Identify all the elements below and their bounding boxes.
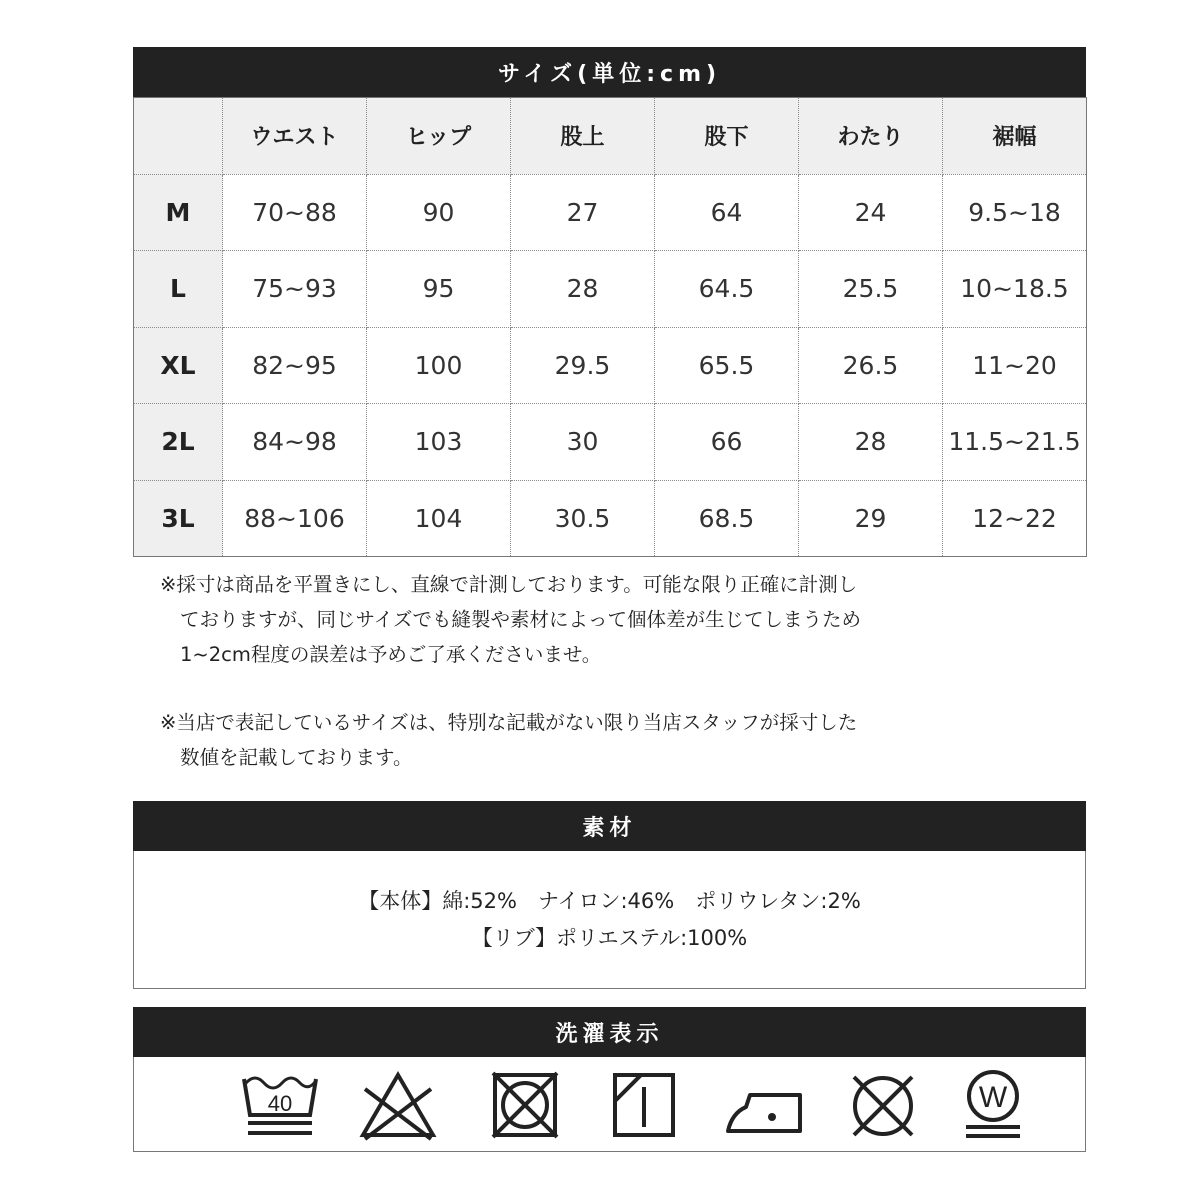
care-icons-box xyxy=(133,1057,1086,1152)
table-cell: 30 xyxy=(511,404,655,481)
table-cell: 10~18.5 xyxy=(943,251,1087,328)
row-header: M xyxy=(134,174,223,251)
table-cell: 30.5 xyxy=(511,480,655,557)
table-row xyxy=(134,404,1087,481)
column-header: わたり xyxy=(799,98,943,175)
column-header: ヒップ xyxy=(367,98,511,175)
size-table xyxy=(133,97,1087,557)
table-cell: 104 xyxy=(367,480,511,557)
table-row xyxy=(134,174,1087,251)
iron-low-icon xyxy=(724,1069,804,1141)
table-cell: 64 xyxy=(655,174,799,251)
table-cell: 27 xyxy=(511,174,655,251)
table-cell: 95 xyxy=(367,251,511,328)
table-cell: 24 xyxy=(799,174,943,251)
table-cell: 64.5 xyxy=(655,251,799,328)
corner-cell xyxy=(134,98,223,175)
wet-clean-gentle-icon xyxy=(962,1069,1024,1141)
table-cell: 90 xyxy=(367,174,511,251)
column-header: 股下 xyxy=(655,98,799,175)
no-bleach-icon xyxy=(359,1069,437,1141)
table-cell: 82~95 xyxy=(223,327,367,404)
material-rib: 【リブ】ポリエステル:100% xyxy=(471,925,748,950)
size-section-title: サイズ(単位:cm) xyxy=(133,47,1086,97)
table-cell: 88~106 xyxy=(223,480,367,557)
table-cell: 29.5 xyxy=(511,327,655,404)
table-cell: 65.5 xyxy=(655,327,799,404)
table-row xyxy=(134,480,1087,557)
line-dry-shade-icon xyxy=(611,1069,677,1141)
material-section-title: 素材 xyxy=(133,801,1086,851)
no-dry-clean-icon xyxy=(846,1069,920,1141)
table-cell: 11.5~21.5 xyxy=(943,404,1087,481)
svg-text:40: 40 xyxy=(267,1091,293,1116)
row-header: 2L xyxy=(134,404,223,481)
table-cell: 66 xyxy=(655,404,799,481)
svg-text:W: W xyxy=(978,1081,1008,1114)
row-header: XL xyxy=(134,327,223,404)
measurement-note: ※採寸は商品を平置きにし、直線で計測しております。可能な限り正確に計測し ておりますが、同じサイズでも縫製や素材によって個体差が生じてしまうため 1~2cm程度の誤差は予めご了承くださいませ。 xyxy=(160,573,861,666)
column-header: ウエスト xyxy=(223,98,367,175)
size-note: ※当店で表記しているサイズは、特別な記載がない限り当店スタッフが採寸した 数値を記載しております。 xyxy=(160,711,858,769)
table-cell: 11~20 xyxy=(943,327,1087,404)
table-cell: 25.5 xyxy=(799,251,943,328)
column-header: 裾幅 xyxy=(943,98,1087,175)
table-cell: 12~22 xyxy=(943,480,1087,557)
table-cell: 68.5 xyxy=(655,480,799,557)
table-cell: 70~88 xyxy=(223,174,367,251)
row-header: L xyxy=(134,251,223,328)
table-row xyxy=(134,327,1087,404)
table-row xyxy=(134,251,1087,328)
table-cell: 103 xyxy=(367,404,511,481)
table-cell: 84~98 xyxy=(223,404,367,481)
column-header: 股上 xyxy=(511,98,655,175)
row-header: 3L xyxy=(134,480,223,557)
table-header-row xyxy=(134,98,1087,175)
table-cell: 28 xyxy=(799,404,943,481)
table-cell: 26.5 xyxy=(799,327,943,404)
table-cell: 9.5~18 xyxy=(943,174,1087,251)
wash-40-gentle-icon xyxy=(240,1069,320,1141)
no-tumble-dry-icon xyxy=(489,1069,561,1141)
table-cell: 100 xyxy=(367,327,511,404)
table-cell: 29 xyxy=(799,480,943,557)
table-cell: 75~93 xyxy=(223,251,367,328)
care-section-title: 洗濯表示 xyxy=(133,1007,1086,1057)
table-cell: 28 xyxy=(511,251,655,328)
material-box xyxy=(133,851,1086,989)
material-body: 【本体】綿:52% ナイロン:46% ポリウレタン:2% xyxy=(358,888,861,913)
